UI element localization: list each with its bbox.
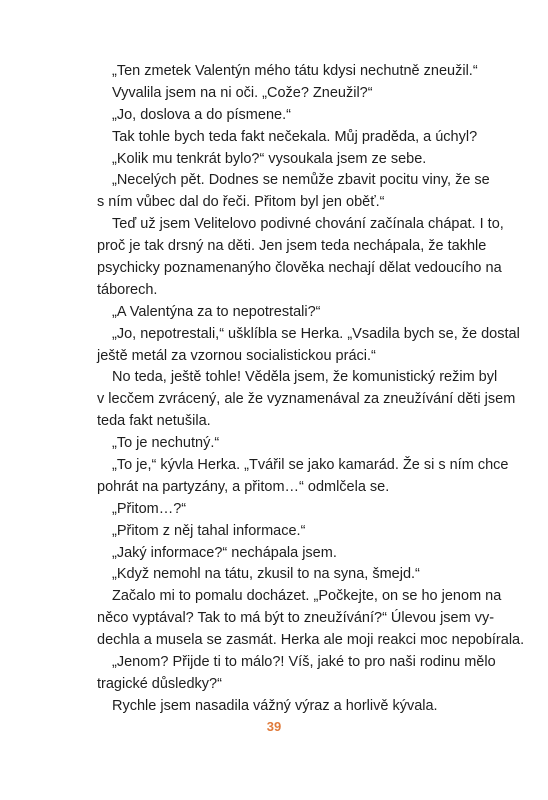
text-line: „Ten zmetek Valentýn mého tátu kdysi nechutně zneužil.“	[112, 63, 478, 79]
page-number: 39	[266, 719, 282, 734]
text-line: pohrát na partyzány, a přitom…“ odmlčela se.	[97, 478, 390, 495]
text-line: „Když nemohl na tátu, zkusil to na syna, šmejd.“	[112, 566, 420, 583]
text-line: v lecčem zvrácený, ale že vyznamenával za zneužívání děti jsem	[97, 391, 516, 408]
text-line: „To je nechutný.“	[112, 435, 220, 452]
text-line: „Jo, doslova a do písmene.“	[112, 106, 291, 123]
text-line: Vyvalila jsem na ni oči. „Cože? Zneužil?“	[112, 84, 373, 101]
text-line: tragické důsledky?“	[97, 675, 222, 692]
text-line: psychicky poznamenanýho člověka nechají dělat vedoucího na	[97, 260, 502, 277]
text-line: „Necelých pět. Dodnes se nemůže zbavit pocitu viny, že se	[112, 172, 490, 189]
text-line: No teda, ještě tohle! Věděla jsem, že komunistický režim byl	[112, 369, 498, 386]
text-line: s ním vůbec dal do řeči. Přitom byl jen oběť.“	[97, 194, 385, 211]
text-line: proč je tak drsný na děti. Jen jsem teda nechápala, že takhle	[97, 238, 487, 255]
text-line: teda fakt netušila.	[97, 413, 211, 430]
text-line: „Přitom…?“	[112, 500, 187, 517]
text-line: Rychle jsem nasadila vážný výraz a horlivě kývala.	[112, 697, 438, 714]
text-line: „Jaký informace?“ nechápala jsem.	[112, 544, 337, 561]
text-line: dechla a musela se zasmát. Herka ale moji reakci moc nepobírala.	[97, 632, 525, 649]
text-line: táborech.	[97, 281, 158, 298]
text-line: „Jenom? Přijde ti to málo?! Víš, jaké to pro naši rodinu mělo	[112, 654, 496, 671]
text-line: „Přitom z něj tahal informace.“	[112, 522, 306, 539]
text-line: ještě metál za vzornou socialistickou práci.“	[97, 347, 376, 364]
text-line: Teď už jsem Velitelovo podivné chování začínala chápat. I to,	[112, 216, 504, 233]
text-line: „Kolik mu tenkrát bylo?“ vysoukala jsem ze sebe.	[112, 150, 427, 167]
text-line: Tak tohle bych teda fakt nečekala. Můj praděda, a úchyl?	[112, 128, 478, 145]
text-line: „Jo, nepotrestali,“ ušklíbla se Herka. „Vsadila bych se, že dostal	[112, 325, 520, 342]
text-line: „A Valentýna za to nepotrestali?“	[112, 303, 321, 320]
body-text	[97, 61, 525, 718]
text-line: Začalo mi to pomalu docházet. „Počkejte, on se ho jenom na	[112, 588, 502, 605]
text-line: něco vyptával? Tak to má být to zneužívání?“ Úlevou jsem vy-	[97, 610, 495, 627]
text-line: „To je,“ kývla Herka. „Tvářil se jako kamarád. Že si s ním chce	[112, 457, 509, 474]
